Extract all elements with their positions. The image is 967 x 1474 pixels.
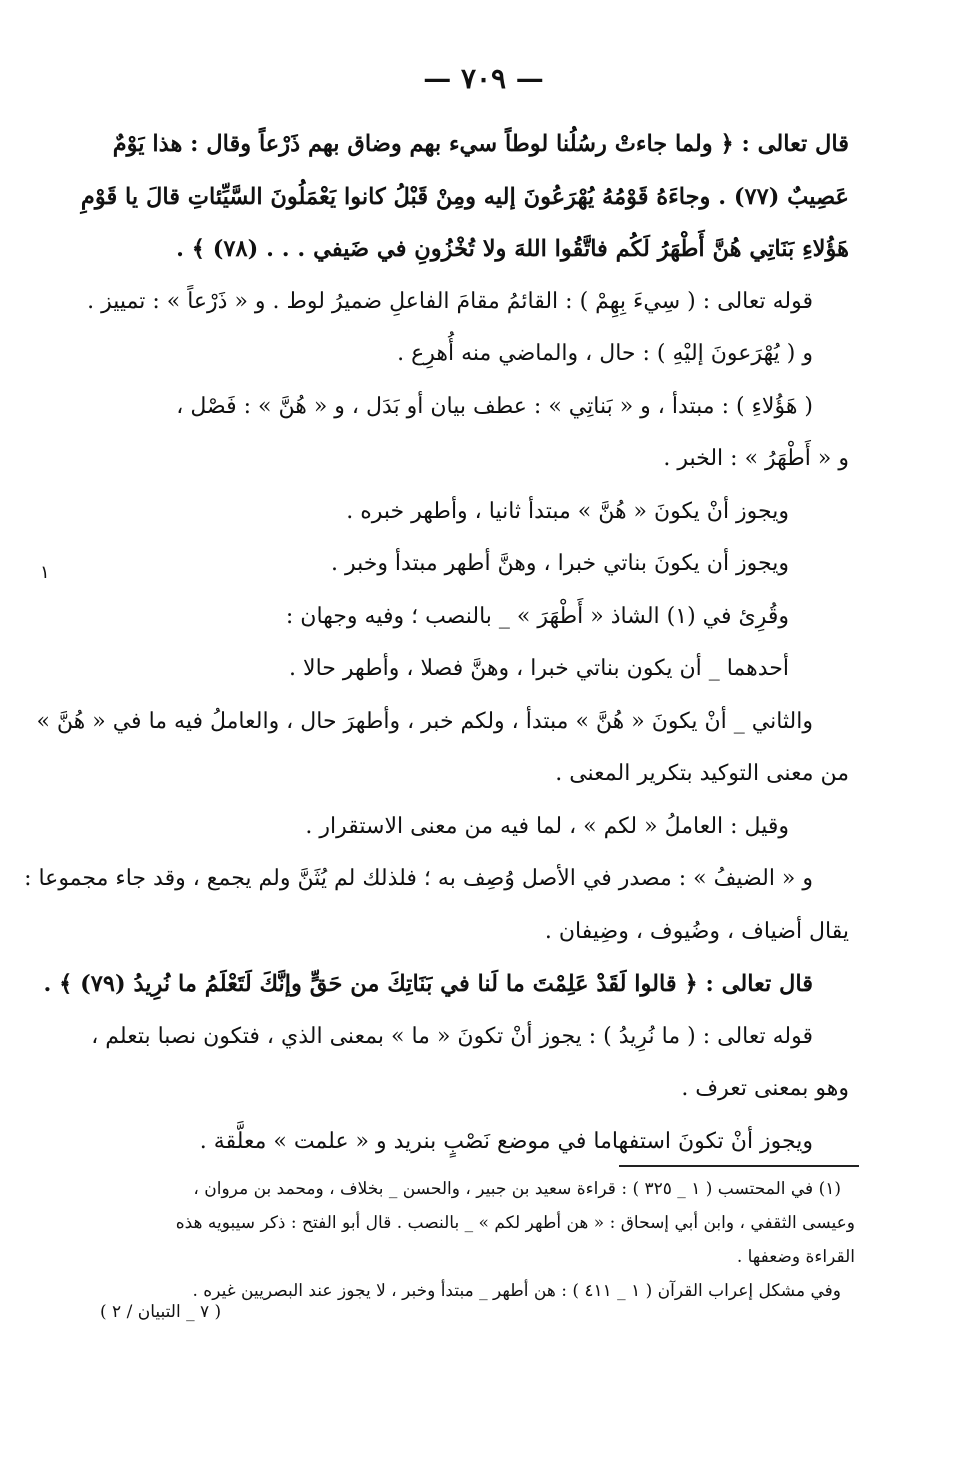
body-text (24, 118, 849, 1168)
footnote-line: وفي مشكل إعراب القرآن ( ١ _ ٤١١ ) : هن أطهر _ مبتدأ وخبر ، لا يجوز عند البصريين غيره . (192, 1281, 841, 1301)
commentary-line: قوله تعالى : ( ما نُرِيدُ ) : يجوز أنْ تكونَ « ما » بمعنى الذي ، فتكون نصبا بتعلم ، (91, 1023, 813, 1049)
commentary-line: ويجوز أنْ تكونَ استفهاما في موضع نَصْبٍ بنريد و « علمت » معلَّقة . (199, 1128, 813, 1154)
commentary-line: ويجوز أنْ يكونَ « هُنَّ » مبتدأ ثانيا ، وأطهر خبره . (346, 498, 789, 524)
footnotes (85, 1172, 855, 1308)
commentary-line: و ( يُهْرَعونَ إليْهِ ) : حال ، والماضي منه أُهرِع . (397, 341, 813, 366)
commentary-line: ( هَؤُلاءِ ) : مبتدأ ، و « بَناتِي » : عطف بيان أو بَدَل ، و « هُنَّ » : فَصْل ، (176, 393, 813, 419)
footnote-line: (١) في المحتسب ( ١ _ ٣٢٥ ) : قراءة سعيد بن جبير ، والحسن _ بخلاف ، ومحمد بن مروان ، (193, 1179, 841, 1199)
quran-verse-line: قال تعالى : ﴿ قالوا لَقَدْ عَلِمْتَ ما لَنا في بَنَاتِكَ من حَقٍّ وإنَّكَ لَتَعْلَمُ ما نُرِيدُ (٧٩) ﴾ . (43, 971, 813, 997)
footnote-line: وعيسى الثقفي ، وابن أبي إسحاق : « هن أطهر لكم » _ بالنصب . قال أبو الفتح : ذكر سيبويه هذه (175, 1213, 855, 1233)
commentary-line: وقيل : العاملُ « لكم » ، لما فيه من معنى الاستقرار . (305, 813, 789, 839)
commentary-line: وقُرِئ في (١) الشاذ « أَطْهَرَ » _ بالنصب ؛ وفيه وجهان : (285, 603, 789, 629)
footnote-divider (619, 1165, 859, 1167)
margin-mark: ١ (40, 562, 50, 583)
commentary-line: و « أَطْهَرُ » : الخبر . (663, 446, 849, 471)
commentary-line: ويجوز أن يكونَ بناتي خبرا ، وهنَّ أطهر مبتدأ وخبر . (330, 551, 789, 576)
commentary-line: من معنى التوكيد بتكرير المعنى . (555, 761, 849, 786)
commentary-line: والثاني _ أنْ يكونَ « هُنَّ » مبتدأ ، ولكم خبر ، وأطهرَ حال ، والعاملُ فيه ما في « هُنَّ » (36, 708, 813, 734)
quran-verse-line: عَصِيبٌ (٧٧) . وجاءَهُ قَوْمُهُ يُهْرَعُونَ إليه ومِنْ قَبْلُ كانوا يَعْمَلُونَ السَّيِّئاتِ قالَ يا قَوْمِ (80, 183, 849, 210)
commentary-line: وهو بمعنى تعرف . (681, 1076, 849, 1101)
commentary-line: قوله تعالى : ( سِيءَ بِهِمْ ) : القائمُ مقامَ الفاعلِ ضميرُ لوط . و « ذَرْعاً » : تمييز . (87, 288, 813, 314)
commentary-line: يقال أضياف ، وضُيوف ، وضِيفان . (544, 918, 849, 944)
commentary-line: أحدهما _ أن يكون بناتي خبرا ، وهنَّ فصلا ، وأطهر حالا . (289, 656, 789, 681)
commentary-line: و « الضيفُ » : مصدر في الأصل وُصِف به ؛ فلذلك لم يُثَنَّ ولم يجمع ، وقد جاء مجموعا : (24, 866, 813, 891)
page-number: — ٧٠٩ — (423, 62, 544, 95)
quran-verse-line: هَؤُلاءِ بَنَاتِي هُنَّ أَطْهَرُ لَكُم فاتَّقُوا اللهَ ولا تُخْزُونِ في ضَيفي . . . (٧٨) ﴾ . (176, 236, 849, 262)
quran-verse-line: قال تعالى : ﴿ ولما جاءتْ رسُلُنا لوطاً سيء بهم وضاق بهم ذَرْعاً وقال : هذا يَوْمٌ (112, 131, 849, 157)
footnote-line: القراءة وضعفها . (736, 1247, 855, 1267)
signature-mark: ( ٧ _ التبيان / ٢ ) (100, 1302, 222, 1322)
